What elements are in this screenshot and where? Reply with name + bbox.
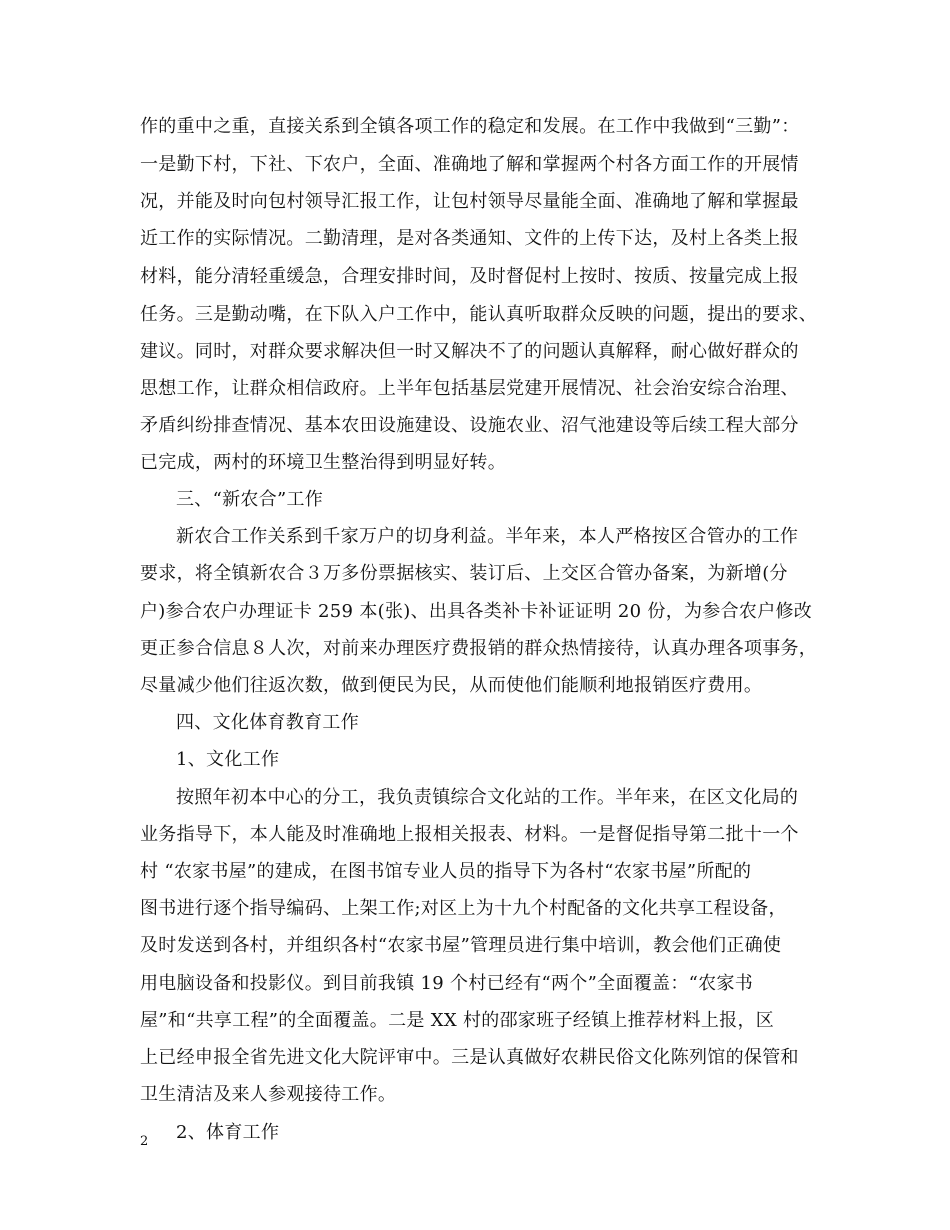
body-text-line: 上已经申报全省先进文化大院评审中。三是认真做好农耕民俗文化陈列馆的保管和 (140, 1047, 799, 1068)
body-text-line: 材料，能分清轻重缓急，合理安排时间，及时督促村上按时、按质、按量完成上报 (140, 266, 799, 287)
body-text-line: 户)参合农户办理证卡 259 本(张)、出具各类补卡补证证明 20 份，为参合农户修改 (140, 601, 813, 622)
body-text-line: 况，并能及时向包村领导汇报工作，让包村领导尽量能全面、准确地了解和掌握最 (140, 191, 799, 212)
body-text-line: 建议。同时，对群众要求解决但一时又解决不了的问题认真解释，耐心做好群众的 (140, 341, 799, 362)
body-text-line: 图书进行逐个指导编码、上架工作;对区上为十九个村配备的文化共享工程设备， (140, 898, 787, 919)
body-text-line: 更正参合信息８人次，对前来办理医疗费报销的群众热情接待，认真办理各项事务， (140, 638, 818, 659)
body-text-line: 按照年初本中心的分工，我负责镇综合文化站的工作。半年来，在区文化局的 (176, 787, 799, 808)
body-text-line: 新农合工作关系到千家万户的切身利益。半年来，本人严格按区合管办的工作 (176, 526, 799, 547)
subsection-heading-sports: 2、体育工作 (176, 1122, 280, 1143)
body-text-line: 一是勤下村，下社、下农户，全面、准确地了解和掌握两个村各方面工作的开展情 (140, 154, 799, 175)
section-heading-culture-sports-education: 四、文化体育教育工作 (176, 712, 359, 733)
subsection-heading-culture: 1、文化工作 (176, 749, 280, 770)
body-text-line: 用电脑设备和投影仪。到目前我镇 19 个村已经有“两个”全面覆盖：“农家书 (140, 973, 754, 994)
body-text-line: 矛盾纠纷排查情况、基本农田设施建设、设施农业、沼气池建设等后续工程大部分 (140, 415, 799, 436)
section-heading-xinnonghe: 三、“新农合”工作 (176, 489, 324, 510)
body-text-line: 近工作的实际情况。二勤清理，是对各类通知、文件的上传下达，及村上各类上报 (140, 228, 799, 249)
body-text-line: 及时发送到各村，并组织各村“农家书屋”管理员进行集中培训，教会他们正确使 (140, 935, 782, 956)
body-text-line: 任务。三是勤动嘴，在下队入户工作中，能认真听取群众反映的问题，提出的要求、 (140, 304, 818, 325)
body-text-line: 思想工作，让群众相信政府。上半年包括基层党建开展情况、社会治安综合治理、 (140, 378, 799, 399)
body-text-line: 尽量减少他们往返次数，做到便民为民，从而使他们能顺利地报销医疗费用。 (140, 675, 763, 696)
body-text-line: 屋”和“共享工程”的全面覆盖。二是 XX 村的邵家班子经镇上推荐材料上报，区 (140, 1010, 775, 1031)
body-text-line: 已完成，两村的环境卫生整治得到明显好转。 (140, 452, 506, 473)
body-text-line: 业务指导下，本人能及时准确地上报相关报表、材料。一是督促指导第二批十一个 (140, 824, 799, 845)
body-text-line: 作的重中之重，直接关系到全镇各项工作的稳定和发展。在工作中我做到“三勤”： (140, 116, 800, 137)
body-text-line: 村 “农家书屋”的建成，在图书馆专业人员的指导下为各村“农家书屋”所配的 (140, 861, 752, 882)
body-text-line: 要求，将全镇新农合３万多份票据核实、装订后、上交区合管办备案，为新增(分 (140, 563, 788, 584)
body-text-line: 卫生清洁及来人参观接待工作。 (140, 1084, 397, 1105)
page-number: 2 (140, 1134, 149, 1149)
